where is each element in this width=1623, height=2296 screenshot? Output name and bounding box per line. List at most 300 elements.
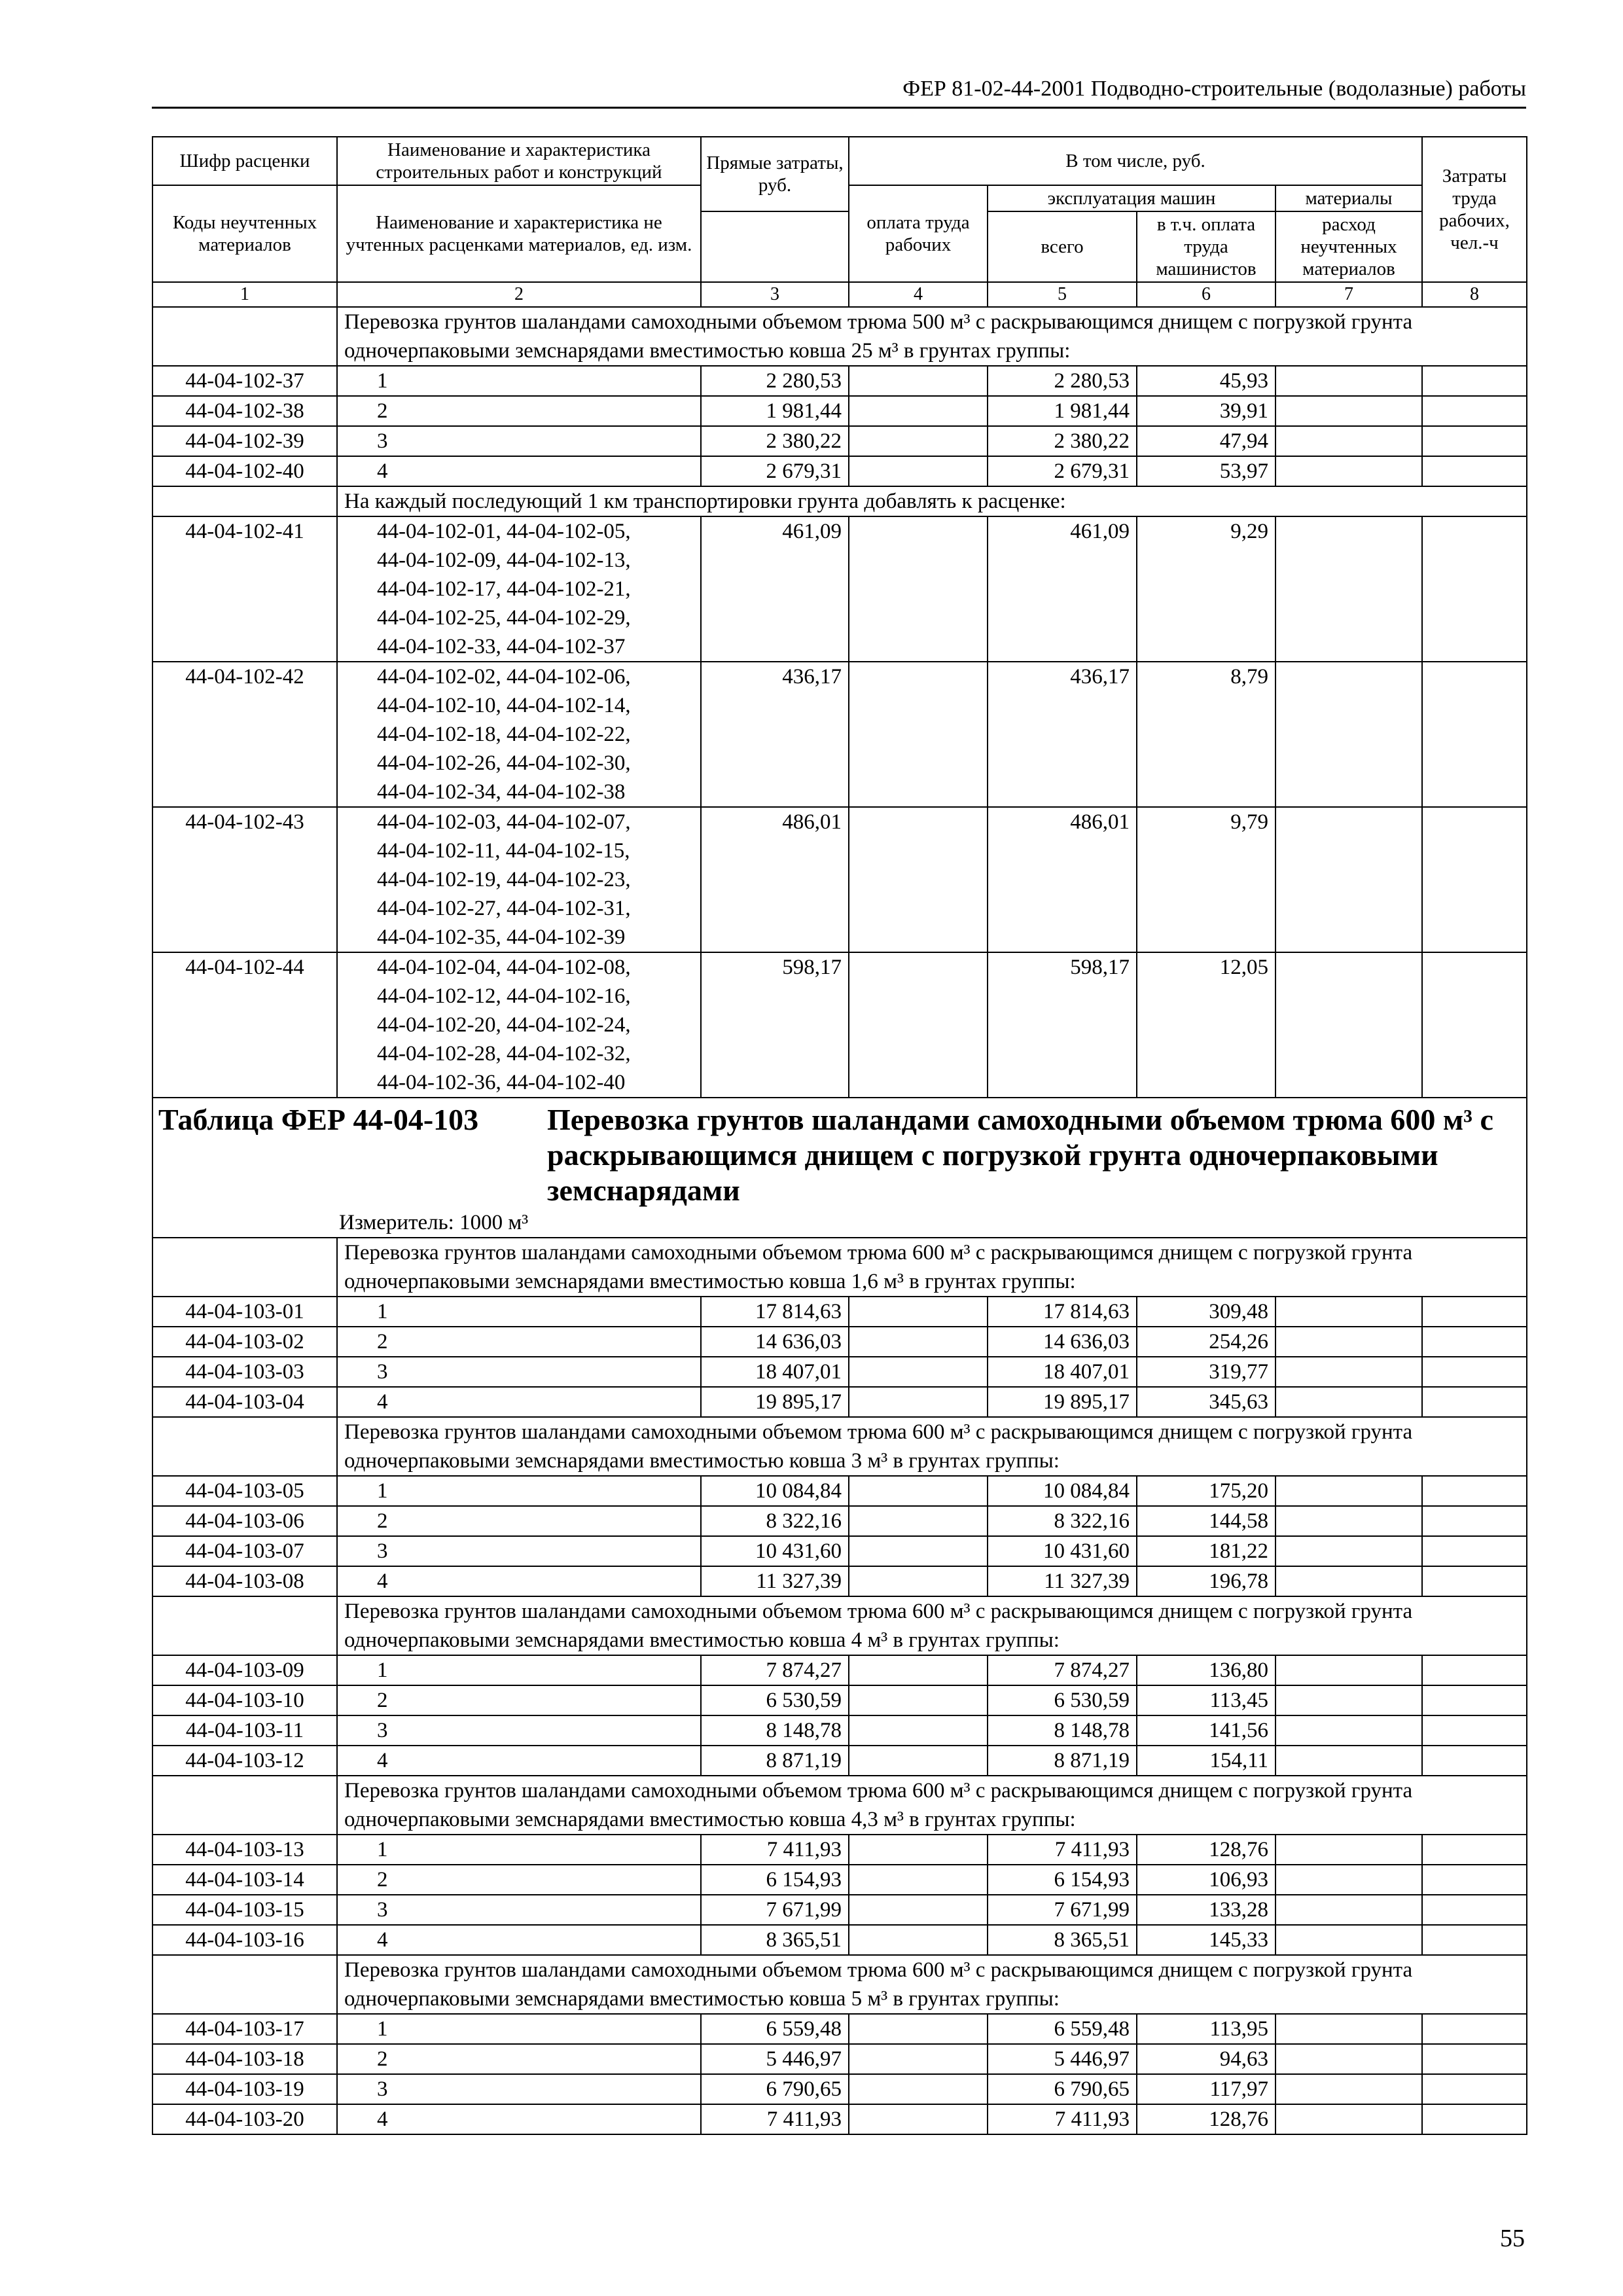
direct-costs: 6 790,65 xyxy=(701,2074,849,2104)
materials xyxy=(1275,807,1422,952)
machinists-pay: 319,77 xyxy=(1137,1357,1275,1387)
machinists-pay: 309,48 xyxy=(1137,1297,1275,1327)
rate-code: 44-04-103-18 xyxy=(152,2044,337,2074)
rate-name: 2 xyxy=(337,2044,701,2074)
labor-hours xyxy=(1422,2014,1527,2044)
labor-pay xyxy=(849,1746,988,1776)
column-number: 7 xyxy=(1275,282,1422,307)
labor-pay xyxy=(849,396,988,426)
table-row xyxy=(152,1536,1527,1566)
labor-hours xyxy=(1422,396,1527,426)
machinists-pay: 144,58 xyxy=(1137,1506,1275,1536)
labor-hours xyxy=(1422,2044,1527,2074)
table-row xyxy=(152,1297,1527,1327)
labor-hours xyxy=(1422,1297,1527,1327)
labor-pay xyxy=(849,1476,988,1506)
direct-costs: 11 327,39 xyxy=(701,1566,849,1596)
rate-name: 3 xyxy=(337,1895,701,1925)
labor-hours xyxy=(1422,1746,1527,1776)
col-materials-header: материалы xyxy=(1275,185,1422,211)
rate-name: 1 xyxy=(337,1655,701,1685)
machines-total: 8 365,51 xyxy=(988,1925,1137,1955)
direct-costs: 8 365,51 xyxy=(701,1925,849,1955)
direct-costs: 6 154,93 xyxy=(701,1865,849,1895)
rate-name: 1 xyxy=(337,1835,701,1865)
direct-costs: 2 280,53 xyxy=(701,366,849,396)
column-number: 8 xyxy=(1422,282,1527,307)
section-heading-spacer xyxy=(152,486,337,516)
labor-pay xyxy=(849,1895,988,1925)
rate-name: 2 xyxy=(337,1865,701,1895)
materials xyxy=(1275,1835,1422,1865)
labor-pay xyxy=(849,1387,988,1417)
rate-code: 44-04-102-42 xyxy=(152,662,337,807)
machines-total: 7 671,99 xyxy=(988,1895,1137,1925)
machines-total: 8 148,78 xyxy=(988,1715,1137,1746)
machinists-pay: 117,97 xyxy=(1137,2074,1275,2104)
column-number: 3 xyxy=(701,282,849,307)
col-machines-total-header: всего xyxy=(988,211,1137,282)
rate-name: 4 xyxy=(337,1566,701,1596)
machinists-pay: 8,79 xyxy=(1137,662,1275,807)
labor-pay xyxy=(849,366,988,396)
section-heading-row xyxy=(152,1417,1527,1476)
section-heading-row xyxy=(152,486,1527,516)
labor-pay xyxy=(849,1297,988,1327)
machinists-pay: 145,33 xyxy=(1137,1925,1275,1955)
rate-code: 44-04-103-02 xyxy=(152,1327,337,1357)
rate-code: 44-04-102-43 xyxy=(152,807,337,952)
col-machinists-header: в т.ч. оплата труда машинистов xyxy=(1137,211,1275,282)
rate-code: 44-04-103-11 xyxy=(152,1715,337,1746)
table-row xyxy=(152,1327,1527,1357)
col-materials-sub-header: расход неучтенных материалов xyxy=(1275,211,1422,282)
table-title-cell xyxy=(152,1098,1527,1238)
table-title-text: Перевозка грунтов шаландами самоходными объемом трюма 600 м³ с раскрывающимся днищем с погрузкой грунта одночерпаковыми земснарядами xyxy=(547,1103,1493,1207)
machinists-pay: 141,56 xyxy=(1137,1715,1275,1746)
table-row xyxy=(152,1655,1527,1685)
table-title-row xyxy=(152,1098,1527,1238)
rate-code: 44-04-103-19 xyxy=(152,2074,337,2104)
machines-total: 486,01 xyxy=(988,807,1137,952)
direct-costs: 6 559,48 xyxy=(701,2014,849,2044)
section-heading-spacer xyxy=(152,1238,337,1297)
labor-pay xyxy=(849,2074,988,2104)
machines-total: 6 790,65 xyxy=(988,2074,1137,2104)
machinists-pay: 94,63 xyxy=(1137,2044,1275,2074)
rate-code: 44-04-103-13 xyxy=(152,1835,337,1865)
materials xyxy=(1275,2074,1422,2104)
direct-costs: 2 679,31 xyxy=(701,456,849,486)
direct-costs: 2 380,22 xyxy=(701,426,849,456)
rate-name: 3 xyxy=(337,1357,701,1387)
table-row xyxy=(152,2014,1527,2044)
labor-hours xyxy=(1422,1715,1527,1746)
rate-code: 44-04-103-08 xyxy=(152,1566,337,1596)
materials xyxy=(1275,366,1422,396)
direct-costs: 17 814,63 xyxy=(701,1297,849,1327)
direct-costs: 461,09 xyxy=(701,516,849,662)
machines-total: 8 871,19 xyxy=(988,1746,1137,1776)
table-row xyxy=(152,1835,1527,1865)
table-row xyxy=(152,1925,1527,1955)
machinists-pay: 128,76 xyxy=(1137,1835,1275,1865)
rate-name: 2 xyxy=(337,1327,701,1357)
materials xyxy=(1275,1536,1422,1566)
col-direct-header: Прямые затраты, руб. xyxy=(701,137,849,211)
machines-total: 7 411,93 xyxy=(988,1835,1137,1865)
materials xyxy=(1275,952,1422,1098)
table-row xyxy=(152,1895,1527,1925)
labor-hours xyxy=(1422,456,1527,486)
table-row xyxy=(152,1476,1527,1506)
labor-hours xyxy=(1422,807,1527,952)
section-heading-row xyxy=(152,1596,1527,1655)
col-labor-pay-header: оплата труда рабочих xyxy=(849,185,988,282)
machines-total: 19 895,17 xyxy=(988,1387,1137,1417)
machines-total: 10 084,84 xyxy=(988,1476,1137,1506)
materials xyxy=(1275,1387,1422,1417)
labor-hours xyxy=(1422,1536,1527,1566)
labor-hours xyxy=(1422,1655,1527,1685)
section-heading: Перевозка грунтов шаландами самоходными объемом трюма 500 м³ с раскрывающимся днищем с погрузкой грунта одночерпаковыми земснарядами вместимостью ковша 25 м³ в грунтах группы: xyxy=(337,307,1527,366)
direct-costs: 7 411,93 xyxy=(701,1835,849,1865)
labor-hours xyxy=(1422,1387,1527,1417)
machinists-pay: 345,63 xyxy=(1137,1387,1275,1417)
labor-pay xyxy=(849,1865,988,1895)
machines-total: 17 814,63 xyxy=(988,1297,1137,1327)
rate-name: 1 xyxy=(337,2014,701,2044)
rate-code: 44-04-103-04 xyxy=(152,1387,337,1417)
materials xyxy=(1275,456,1422,486)
labor-hours xyxy=(1422,516,1527,662)
section-heading-spacer xyxy=(152,1955,337,2014)
direct-costs: 1 981,44 xyxy=(701,396,849,426)
col-name-header: Наименование и характеристика строительных работ и конструкций xyxy=(337,137,701,185)
direct-costs: 7 411,93 xyxy=(701,2104,849,2134)
materials xyxy=(1275,2014,1422,2044)
rate-name: 1 xyxy=(337,1476,701,1506)
table-row xyxy=(152,2104,1527,2134)
direct-costs: 14 636,03 xyxy=(701,1327,849,1357)
materials xyxy=(1275,516,1422,662)
machines-total: 461,09 xyxy=(988,516,1137,662)
materials xyxy=(1275,662,1422,807)
rate-name: 44-04-102-02, 44-04-102-06, 44-04-102-10, 44-04-102-14, 44-04-102-18, 44-04-102-22, 44-04-102-26, 44-04-102-30, 44-04-102-34, 44-04-102-38 xyxy=(337,662,701,807)
labor-pay xyxy=(849,807,988,952)
direct-costs: 436,17 xyxy=(701,662,849,807)
table-row xyxy=(152,2074,1527,2104)
rate-code: 44-04-103-03 xyxy=(152,1357,337,1387)
labor-hours xyxy=(1422,1685,1527,1715)
labor-hours xyxy=(1422,1895,1527,1925)
section-heading: Перевозка грунтов шаландами самоходными объемом трюма 600 м³ с раскрывающимся днищем с погрузкой грунта одночерпаковыми земснарядами вместимостью ковша 3 м³ в грунтах группы: xyxy=(337,1417,1527,1476)
materials xyxy=(1275,1327,1422,1357)
rate-code: 44-04-103-10 xyxy=(152,1685,337,1715)
section-heading-row xyxy=(152,1238,1527,1297)
table-row xyxy=(152,396,1527,426)
rate-code: 44-04-102-41 xyxy=(152,516,337,662)
machines-total: 14 636,03 xyxy=(988,1327,1137,1357)
machines-total: 2 280,53 xyxy=(988,366,1137,396)
labor-hours xyxy=(1422,1357,1527,1387)
materials xyxy=(1275,1566,1422,1596)
section-heading-spacer xyxy=(152,307,337,366)
column-number: 5 xyxy=(988,282,1137,307)
labor-hours xyxy=(1422,1925,1527,1955)
machinists-pay: 136,80 xyxy=(1137,1655,1275,1685)
rate-name: 4 xyxy=(337,1387,701,1417)
direct-costs: 10 431,60 xyxy=(701,1536,849,1566)
section-heading-row xyxy=(152,307,1527,366)
page-header-title: ФЕР 81-02-44-2001 Подводно-строительные (водолазные) работы xyxy=(902,77,1526,101)
rate-code: 44-04-102-44 xyxy=(152,952,337,1098)
table-row xyxy=(152,2044,1527,2074)
labor-hours xyxy=(1422,426,1527,456)
table-row xyxy=(152,456,1527,486)
rate-code: 44-04-103-20 xyxy=(152,2104,337,2134)
machines-total: 6 530,59 xyxy=(988,1685,1137,1715)
labor-pay xyxy=(849,1506,988,1536)
materials xyxy=(1275,1506,1422,1536)
machines-total: 436,17 xyxy=(988,662,1137,807)
table-row xyxy=(152,952,1527,1098)
machines-total: 8 322,16 xyxy=(988,1506,1137,1536)
labor-pay xyxy=(849,1536,988,1566)
machines-total: 7 411,93 xyxy=(988,2104,1137,2134)
rate-name: 3 xyxy=(337,2074,701,2104)
machines-total: 6 559,48 xyxy=(988,2014,1137,2044)
rate-code: 44-04-103-05 xyxy=(152,1476,337,1506)
machinists-pay: 9,79 xyxy=(1137,807,1275,952)
rate-name: 4 xyxy=(337,456,701,486)
table-row xyxy=(152,1865,1527,1895)
machines-total: 2 380,22 xyxy=(988,426,1137,456)
labor-pay xyxy=(849,1835,988,1865)
rate-name: 4 xyxy=(337,1746,701,1776)
direct-costs: 598,17 xyxy=(701,952,849,1098)
labor-pay xyxy=(849,2104,988,2134)
machinists-pay: 39,91 xyxy=(1137,396,1275,426)
machinists-pay: 106,93 xyxy=(1137,1865,1275,1895)
labor-pay xyxy=(849,1685,988,1715)
materials xyxy=(1275,1357,1422,1387)
materials xyxy=(1275,1685,1422,1715)
labor-pay xyxy=(849,2014,988,2044)
labor-pay xyxy=(849,1357,988,1387)
rate-name: 1 xyxy=(337,366,701,396)
direct-costs: 8 871,19 xyxy=(701,1746,849,1776)
labor-hours xyxy=(1422,662,1527,807)
labor-pay xyxy=(849,1715,988,1746)
column-number: 1 xyxy=(152,282,337,307)
materials xyxy=(1275,1865,1422,1895)
direct-costs: 5 446,97 xyxy=(701,2044,849,2074)
table-row xyxy=(152,1387,1527,1417)
labor-hours xyxy=(1422,1506,1527,1536)
table-row xyxy=(152,1506,1527,1536)
labor-pay xyxy=(849,1655,988,1685)
machinists-pay: 47,94 xyxy=(1137,426,1275,456)
table-row xyxy=(152,366,1527,396)
page-number: 55 xyxy=(1500,2225,1525,2252)
rate-name: 3 xyxy=(337,1715,701,1746)
labor-pay xyxy=(849,952,988,1098)
machinists-pay: 45,93 xyxy=(1137,366,1275,396)
table-row xyxy=(152,1357,1527,1387)
column-number: 2 xyxy=(337,282,701,307)
table-row xyxy=(152,516,1527,662)
rate-name: 3 xyxy=(337,1536,701,1566)
rate-code: 44-04-102-40 xyxy=(152,456,337,486)
direct-costs: 7 874,27 xyxy=(701,1655,849,1685)
machinists-pay: 133,28 xyxy=(1137,1895,1275,1925)
machinists-pay: 113,45 xyxy=(1137,1685,1275,1715)
section-heading-spacer xyxy=(152,1596,337,1655)
rate-code: 44-04-103-15 xyxy=(152,1895,337,1925)
labor-hours xyxy=(1422,1327,1527,1357)
rate-name: 44-04-102-01, 44-04-102-05, 44-04-102-09, 44-04-102-13, 44-04-102-17, 44-04-102-21, 44-04-102-25, 44-04-102-29, 44-04-102-33, 44-04-102-37 xyxy=(337,516,701,662)
labor-hours xyxy=(1422,1566,1527,1596)
table-row xyxy=(152,807,1527,952)
rate-name: 4 xyxy=(337,2104,701,2134)
section-heading-spacer xyxy=(152,1417,337,1476)
section-heading: Перевозка грунтов шаландами самоходными объемом трюма 600 м³ с раскрывающимся днищем с погрузкой грунта одночерпаковыми земснарядами вместимостью ковша 4,3 м³ в грунтах группы: xyxy=(337,1776,1527,1835)
col-machines-header: эксплуатация машин xyxy=(988,185,1275,211)
machinists-pay: 12,05 xyxy=(1137,952,1275,1098)
direct-costs: 8 322,16 xyxy=(701,1506,849,1536)
materials xyxy=(1275,1655,1422,1685)
rate-code: 44-04-103-06 xyxy=(152,1506,337,1536)
labor-pay xyxy=(849,426,988,456)
column-numbers-row xyxy=(152,282,1527,307)
direct-costs: 19 895,17 xyxy=(701,1387,849,1417)
materials xyxy=(1275,1297,1422,1327)
rate-name: 3 xyxy=(337,426,701,456)
rate-code: 44-04-103-16 xyxy=(152,1925,337,1955)
labor-hours xyxy=(1422,2074,1527,2104)
measure-unit: Измеритель: 1000 м³ xyxy=(339,1211,529,1234)
rate-name: 1 xyxy=(337,1297,701,1327)
col-labor-header: Затраты труда рабочих, чел.-ч xyxy=(1422,137,1527,282)
table-row xyxy=(152,1685,1527,1715)
col-direct-spacer xyxy=(701,211,849,282)
labor-pay xyxy=(849,662,988,807)
machines-total: 598,17 xyxy=(988,952,1137,1098)
rate-name: 2 xyxy=(337,396,701,426)
machinists-pay: 9,29 xyxy=(1137,516,1275,662)
labor-hours xyxy=(1422,366,1527,396)
labor-hours xyxy=(1422,1835,1527,1865)
machinists-pay: 175,20 xyxy=(1137,1476,1275,1506)
direct-costs: 7 671,99 xyxy=(701,1895,849,1925)
machines-total: 18 407,01 xyxy=(988,1357,1137,1387)
section-heading-spacer xyxy=(152,1776,337,1835)
labor-pay xyxy=(849,516,988,662)
machinists-pay: 154,11 xyxy=(1137,1746,1275,1776)
labor-pay xyxy=(849,1566,988,1596)
direct-costs: 18 407,01 xyxy=(701,1357,849,1387)
machinists-pay: 128,76 xyxy=(1137,2104,1275,2134)
table-row xyxy=(152,1746,1527,1776)
header-rule xyxy=(152,107,1526,109)
rate-code: 44-04-102-38 xyxy=(152,396,337,426)
machinists-pay: 53,97 xyxy=(1137,456,1275,486)
section-heading: Перевозка грунтов шаландами самоходными объемом трюма 600 м³ с раскрывающимся днищем с погрузкой грунта одночерпаковыми земснарядами вместимостью ковша 1,6 м³ в грунтах группы: xyxy=(337,1238,1527,1297)
machines-total: 7 874,27 xyxy=(988,1655,1137,1685)
rate-code: 44-04-102-37 xyxy=(152,366,337,396)
rate-code: 44-04-103-07 xyxy=(152,1536,337,1566)
machines-total: 10 431,60 xyxy=(988,1536,1137,1566)
table-row xyxy=(152,1566,1527,1596)
direct-costs: 486,01 xyxy=(701,807,849,952)
machines-total: 2 679,31 xyxy=(988,456,1137,486)
column-number: 4 xyxy=(849,282,988,307)
rate-name: 44-04-102-03, 44-04-102-07, 44-04-102-11, 44-04-102-15, 44-04-102-19, 44-04-102-23, 44-04-102-27, 44-04-102-31, 44-04-102-35, 44-04-102-39 xyxy=(337,807,701,952)
machinists-pay: 113,95 xyxy=(1137,2014,1275,2044)
table-title-code: Таблица ФЕР 44-04-103 xyxy=(158,1103,479,1136)
column-number: 6 xyxy=(1137,282,1275,307)
section-heading: Перевозка грунтов шаландами самоходными объемом трюма 600 м³ с раскрывающимся днищем с погрузкой грунта одночерпаковыми земснарядами вместимостью ковша 5 м³ в грунтах группы: xyxy=(337,1955,1527,2014)
machinists-pay: 181,22 xyxy=(1137,1536,1275,1566)
rate-code: 44-04-102-39 xyxy=(152,426,337,456)
materials xyxy=(1275,396,1422,426)
labor-pay xyxy=(849,1925,988,1955)
rates-table xyxy=(152,136,1527,2135)
table-row xyxy=(152,1715,1527,1746)
direct-costs: 10 084,84 xyxy=(701,1476,849,1506)
labor-hours xyxy=(1422,2104,1527,2134)
materials xyxy=(1275,1715,1422,1746)
materials xyxy=(1275,1476,1422,1506)
labor-pay xyxy=(849,2044,988,2074)
direct-costs: 6 530,59 xyxy=(701,1685,849,1715)
materials xyxy=(1275,2104,1422,2134)
rate-code: 44-04-103-17 xyxy=(152,2014,337,2044)
machines-total: 1 981,44 xyxy=(988,396,1137,426)
labor-hours xyxy=(1422,1865,1527,1895)
machinists-pay: 196,78 xyxy=(1137,1566,1275,1596)
machines-total: 5 446,97 xyxy=(988,2044,1137,2074)
rate-code: 44-04-103-12 xyxy=(152,1746,337,1776)
section-heading: Перевозка грунтов шаландами самоходными объемом трюма 600 м³ с раскрывающимся днищем с погрузкой грунта одночерпаковыми земснарядами вместимостью ковша 4 м³ в грунтах группы: xyxy=(337,1596,1527,1655)
materials xyxy=(1275,2044,1422,2074)
machines-total: 6 154,93 xyxy=(988,1865,1137,1895)
table-row xyxy=(152,662,1527,807)
table-row xyxy=(152,426,1527,456)
section-heading-row xyxy=(152,1776,1527,1835)
rate-name: 2 xyxy=(337,1506,701,1536)
col-including-header: В том числе, руб. xyxy=(849,137,1422,185)
rate-name: 4 xyxy=(337,1925,701,1955)
rate-code: 44-04-103-09 xyxy=(152,1655,337,1685)
section-heading: На каждый последующий 1 км транспортировки грунта добавлять к расценке: xyxy=(337,486,1527,516)
direct-costs: 8 148,78 xyxy=(701,1715,849,1746)
rate-code: 44-04-103-14 xyxy=(152,1865,337,1895)
section-heading-row xyxy=(152,1955,1527,2014)
col-name-unaccounted-header: Наименование и характеристика не учтенных расценками материалов, ед. изм. xyxy=(337,185,701,282)
machinists-pay: 254,26 xyxy=(1137,1327,1275,1357)
labor-hours xyxy=(1422,1476,1527,1506)
rate-name: 44-04-102-04, 44-04-102-08, 44-04-102-12, 44-04-102-16, 44-04-102-20, 44-04-102-24, 44-04-102-28, 44-04-102-32, 44-04-102-36, 44-04-102-40 xyxy=(337,952,701,1098)
materials xyxy=(1275,426,1422,456)
labor-pay xyxy=(849,456,988,486)
col-codes-header: Коды неучтенных материалов xyxy=(152,185,337,282)
machines-total: 11 327,39 xyxy=(988,1566,1137,1596)
table-title xyxy=(158,1102,1521,1208)
col-cipher-header: Шифр расценки xyxy=(152,137,337,185)
materials xyxy=(1275,1895,1422,1925)
